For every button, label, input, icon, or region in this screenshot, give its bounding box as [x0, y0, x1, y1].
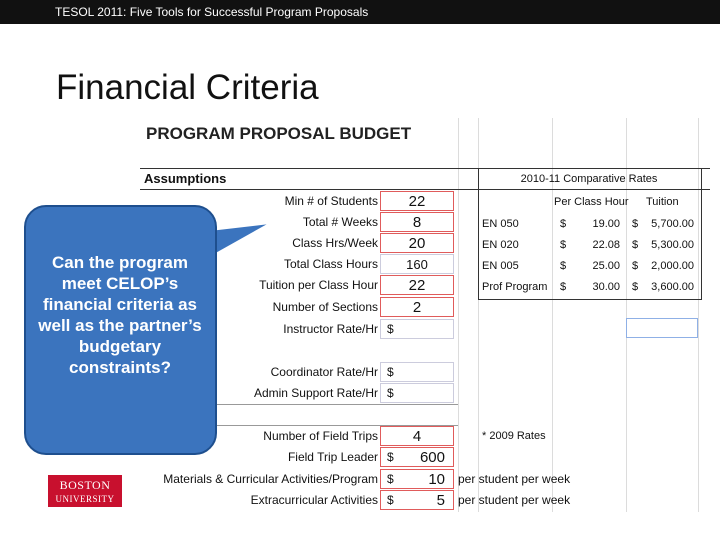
row-label: Min # of Students [284, 194, 378, 208]
col-tuition: Tuition [646, 196, 679, 208]
dollar-sign: $ [560, 218, 567, 230]
header-text: TESOL 2011: Five Tools for Successful Program Proposals [55, 5, 369, 19]
program-name: EN 005 [482, 260, 519, 272]
value-cell[interactable]: 160 [380, 254, 454, 274]
row-note: per student per week [458, 493, 571, 507]
callout-text: Can the program meet CELOP’s financial criteria as well as the partner’s budgetary constraints? [38, 253, 202, 377]
boston-university-logo [48, 475, 122, 507]
row-label: Materials & Curricular Activities/Program [163, 472, 378, 486]
row-note: per student per week [458, 472, 571, 486]
comparative-title: 2010-11 Comparative Rates [520, 173, 658, 185]
logo-line2: UNIVERSITY [55, 494, 115, 504]
value-cell[interactable]: 2 [380, 297, 454, 317]
row-label: Total Class Hours [283, 257, 378, 271]
rate-value: 30.00 [592, 281, 620, 293]
tuition-value: 2,000.00 [651, 260, 694, 272]
rate-value: 19.00 [592, 218, 620, 230]
row-label: Number of Sections [272, 300, 378, 314]
cell-number: 600 [419, 449, 445, 466]
rate-value: 25.00 [592, 260, 620, 272]
value-cell[interactable] [380, 469, 454, 489]
tuition-value: 5,300.00 [651, 239, 694, 251]
row-label: Field Trip Leader [287, 450, 378, 464]
value-cell[interactable]: 22 [380, 191, 454, 211]
tuition-value: 3,600.00 [651, 281, 694, 293]
value-cell[interactable]: 8 [380, 212, 454, 232]
row-label: Extracurricular Activities [250, 493, 378, 507]
row-label: Admin Support Rate/Hr [253, 386, 378, 400]
dollar-sign: $ [632, 218, 639, 230]
cell-number: 10 [428, 471, 445, 488]
dollar-sign: $ [387, 472, 394, 486]
selected-cell[interactable] [626, 318, 698, 338]
dollar-sign: $ [387, 450, 394, 464]
row-label: Total # Weeks [302, 215, 378, 229]
value-cell[interactable]: 4 [380, 426, 454, 446]
row-label: Number of Field Trips [263, 429, 378, 443]
dollar-sign: $ [632, 239, 639, 251]
rate-value: 22.08 [592, 239, 620, 251]
header-bar [0, 0, 720, 24]
logo-line1: BOSTON [59, 478, 111, 492]
row-label: Class Hrs/Week [292, 236, 378, 250]
dollar-sign: $ [560, 239, 567, 251]
dollar-sign: $ [632, 281, 639, 293]
dollar-sign: $ [632, 260, 639, 272]
col-per-class-hour: Per Class Hour [554, 196, 629, 208]
row-label: Coordinator Rate/Hr [270, 365, 378, 379]
value-cell[interactable]: 20 [380, 233, 454, 253]
value-cell[interactable] [380, 447, 454, 467]
value-cell[interactable]: $ [380, 362, 454, 382]
budget-spreadsheet [140, 118, 712, 512]
program-name: Prof Program [482, 281, 548, 293]
program-name: EN 050 [482, 218, 519, 230]
row-label: Instructor Rate/Hr [283, 322, 378, 336]
footnote: * 2009 Rates [482, 430, 546, 442]
value-cell[interactable] [380, 490, 454, 510]
value-cell[interactable]: $ [380, 319, 454, 339]
page-title: Financial Criteria [56, 68, 319, 107]
sheet-title: PROGRAM PROPOSAL BUDGET [146, 124, 412, 143]
assumptions-label: Assumptions [144, 171, 227, 186]
value-cell[interactable]: 22 [380, 275, 454, 295]
cell-number: 5 [436, 492, 445, 509]
tuition-value: 5,700.00 [651, 218, 694, 230]
program-name: EN 020 [482, 239, 519, 251]
dollar-sign: $ [560, 281, 567, 293]
dollar-sign: $ [387, 493, 394, 507]
value-cell[interactable]: $ [380, 383, 454, 403]
dollar-sign: $ [560, 260, 567, 272]
row-label: Tuition per Class Hour [259, 278, 378, 292]
